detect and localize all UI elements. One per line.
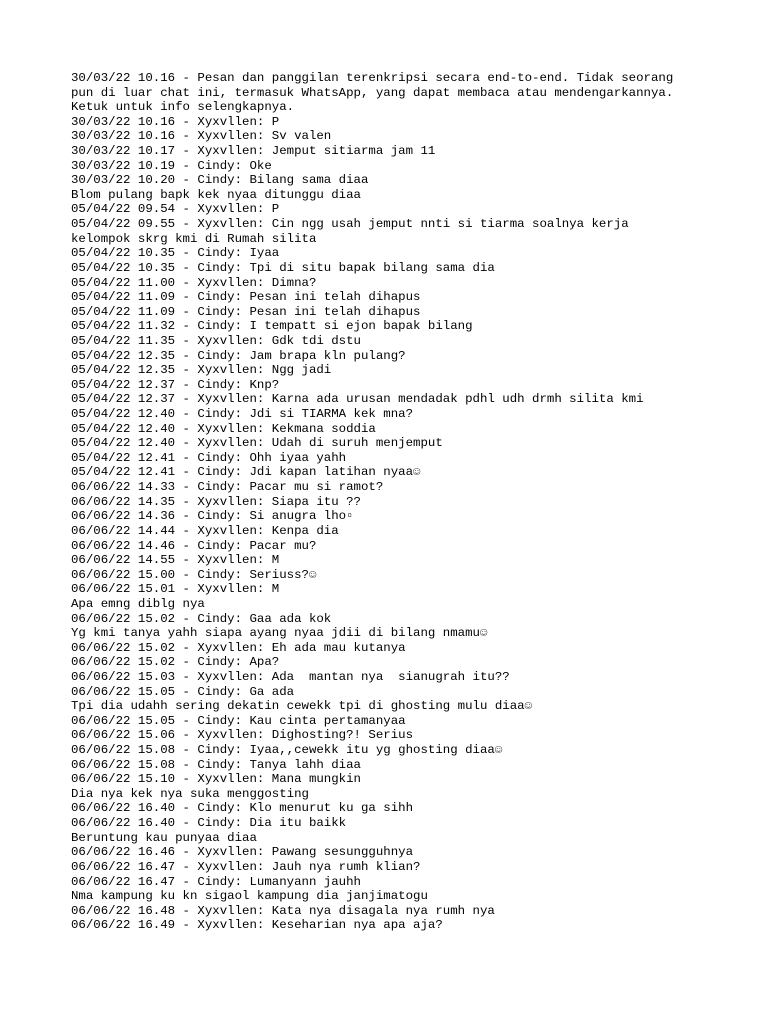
chat-line: Yg kmi tanya yahh siapa ayang nyaa jdii di bilang nmamu☺ — [71, 626, 488, 641]
chat-line: 06/06/22 16.40 - Cindy: Klo menurut ku ga sihh — [71, 801, 414, 816]
chat-line: 05/04/22 11.09 - Cindy: Pesan ini telah dihapus — [71, 304, 421, 319]
chat-line: Apa emng diblg nya — [71, 596, 205, 611]
chat-line: Tpi dia udahh sering dekatin cewekk tpi di ghosting mulu diaa☺ — [71, 699, 533, 714]
chat-line: 05/04/22 11.35 - Xyxvllen: Gdk tdi dstu — [71, 333, 361, 348]
chat-line: 06/06/22 14.36 - Cindy: Si anugra lho▫ — [71, 509, 354, 524]
chat-line: 05/04/22 12.35 - Cindy: Jam brapa kln pulang? — [71, 348, 406, 363]
chat-line: 05/04/22 11.09 - Cindy: Pesan ini telah dihapus — [71, 290, 421, 305]
chat-line: 06/06/22 15.06 - Xyxvllen: Dighosting?! Serius — [71, 728, 414, 743]
chat-line: 06/06/22 15.03 - Xyxvllen: Ada mantan nya sianugrah itu?? — [71, 669, 510, 684]
chat-line: 06/06/22 15.08 - Cindy: Iyaa,,cewekk itu yg ghosting diaa☺ — [71, 743, 503, 758]
chat-line: 06/06/22 15.05 - Cindy: Ga ada — [71, 684, 295, 699]
chat-line: Dia nya kek nya suka menggosting — [71, 786, 309, 801]
chat-line: 06/06/22 14.55 - Xyxvllen: M — [71, 553, 280, 568]
chat-line: kelompok skrg kmi di Rumah silita — [71, 231, 317, 246]
chat-line: 06/06/22 16.49 - Xyxvllen: Keseharian nya apa aja? — [71, 918, 443, 933]
chat-line: 06/06/22 16.48 - Xyxvllen: Kata nya disagala nya rumh nya — [71, 903, 495, 918]
chat-line: 06/06/22 14.44 - Xyxvllen: Kenpa dia — [71, 523, 339, 538]
chat-line: 06/06/22 15.00 - Cindy: Seriuss?☺ — [71, 567, 317, 582]
chat-line: 05/04/22 11.32 - Cindy: I tempatt si ejon bapak bilang — [71, 319, 473, 334]
chat-line: 30/03/22 10.20 - Cindy: Bilang sama diaa — [71, 173, 369, 188]
chat-line: 30/03/22 10.16 - Xyxvllen: P — [71, 114, 280, 129]
chat-line: 30/03/22 10.16 - Pesan dan panggilan terenkripsi secara end-to-end. Tidak seorang — [71, 71, 674, 85]
chat-line: 30/03/22 10.16 - Xyxvllen: Sv valen — [71, 129, 332, 144]
chat-line: 05/04/22 12.35 - Xyxvllen: Ngg jadi — [71, 363, 332, 378]
chat-line: Blom pulang bapk kek nyaa ditunggu diaa — [71, 187, 361, 202]
chat-line: 05/04/22 12.37 - Xyxvllen: Karna ada urusan mendadak pdhl udh drmh silita kmi — [71, 392, 644, 407]
chat-line: 06/06/22 15.01 - Xyxvllen: M — [71, 582, 280, 597]
chat-line: Beruntung kau punyaa diaa — [71, 830, 257, 845]
chat-line: 06/06/22 15.08 - Cindy: Tanya lahh diaa — [71, 757, 361, 772]
chat-line: 06/06/22 16.46 - Xyxvllen: Pawang sesungguhnya — [71, 845, 414, 860]
chat-line: pun di luar chat ini, termasuk WhatsApp, yang dapat membaca atau mendengarkannya. — [71, 85, 674, 100]
chat-line: 05/04/22 12.41 - Cindy: Jdi kapan latihan nyaa☺ — [71, 465, 421, 480]
chat-line: 05/04/22 11.00 - Xyxvllen: Dimna? — [71, 275, 317, 290]
chat-line: 06/06/22 16.40 - Cindy: Dia itu baikk — [71, 816, 347, 831]
chat-line: 06/06/22 15.02 - Cindy: Gaa ada kok — [71, 611, 332, 626]
chat-line: 30/03/22 10.17 - Xyxvllen: Jemput sitiarma jam 11 — [71, 144, 436, 159]
chat-line: 05/04/22 12.40 - Xyxvllen: Udah di suruh menjemput — [71, 436, 443, 451]
chat-line: 06/06/22 14.46 - Cindy: Pacar mu? — [71, 538, 317, 553]
chat-line: 06/06/22 15.05 - Cindy: Kau cinta pertamanyaa — [71, 713, 406, 728]
chat-line: Nma kampung ku kn sigaol kampung dia janjimatogu — [71, 889, 428, 904]
chat-line: Ketuk untuk info selengkapnya. — [71, 100, 295, 115]
chat-line: 06/06/22 15.10 - Xyxvllen: Mana mungkin — [71, 772, 361, 787]
chat-line: 05/04/22 12.40 - Xyxvllen: Kekmana soddia — [71, 421, 376, 436]
chat-line: 06/06/22 15.02 - Cindy: Apa? — [71, 655, 280, 670]
chat-line: 06/06/22 16.47 - Cindy: Lumanyann jauhh — [71, 874, 361, 889]
chat-line: 05/04/22 09.54 - Xyxvllen: P — [71, 202, 280, 217]
chat-line: 05/04/22 09.55 - Xyxvllen: Cin ngg usah jemput nnti si tiarma soalnya kerja — [71, 217, 629, 232]
chat-line: 05/04/22 12.37 - Cindy: Knp? — [71, 377, 280, 392]
chat-line: 06/06/22 14.33 - Cindy: Pacar mu si ramot? — [71, 480, 384, 495]
chat-line: 06/06/22 15.02 - Xyxvllen: Eh ada mau kutanya — [71, 640, 406, 655]
chat-log-document — [71, 71, 711, 933]
chat-line: 05/04/22 12.41 - Cindy: Ohh iyaa yahh — [71, 450, 347, 465]
chat-line: 06/06/22 14.35 - Xyxvllen: Siapa itu ?? — [71, 494, 361, 509]
chat-line: 06/06/22 16.47 - Xyxvllen: Jauh nya rumh klian? — [71, 859, 421, 874]
chat-line: 05/04/22 12.40 - Cindy: Jdi si TIARMA kek mna? — [71, 407, 414, 422]
chat-line: 05/04/22 10.35 - Cindy: Iyaa — [71, 246, 280, 261]
chat-line: 30/03/22 10.19 - Cindy: Oke — [71, 158, 272, 173]
chat-line: 05/04/22 10.35 - Cindy: Tpi di situ bapak bilang sama dia — [71, 260, 495, 275]
